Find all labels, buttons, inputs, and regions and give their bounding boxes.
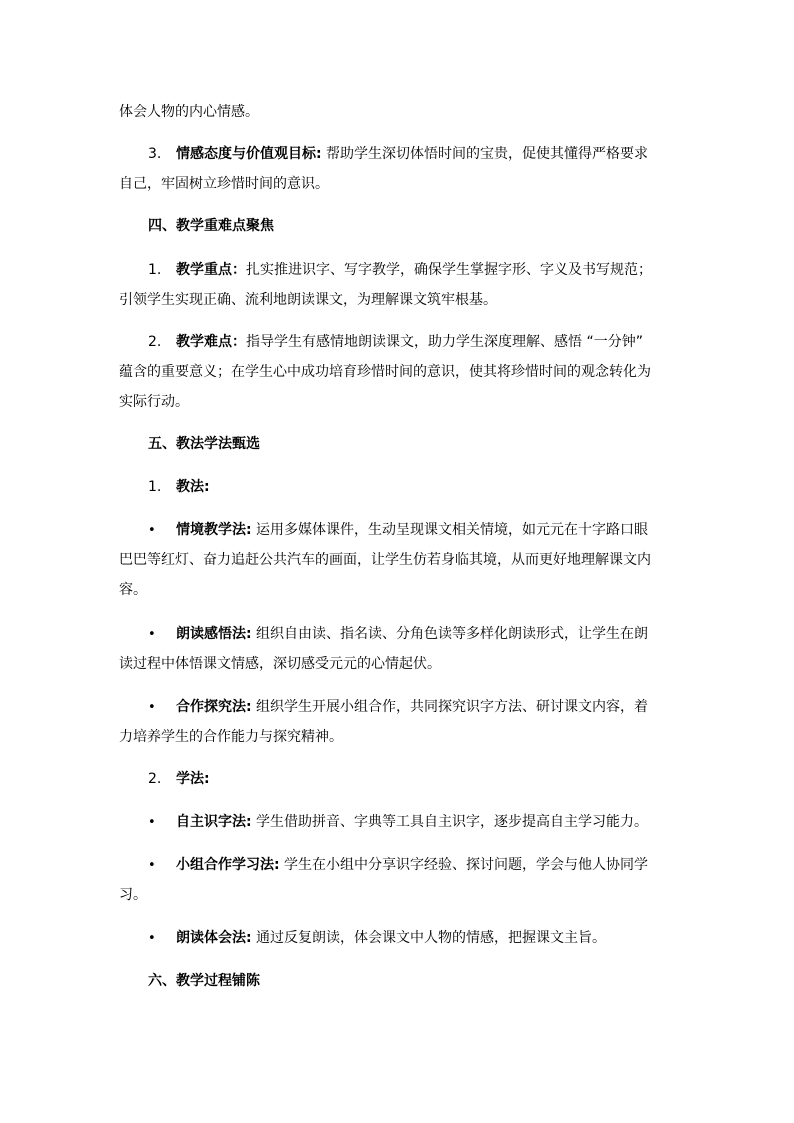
item-title: 合作探究法: [176, 699, 252, 715]
paragraph-text: 读过程中体悟课文情感，深切感受元元的心情起伏。 [119, 656, 441, 672]
item-title: 朗读感悟法: [176, 626, 252, 642]
text-line [119, 362, 651, 382]
text-line [119, 102, 259, 122]
heading-text: 五、教法学法甄选 [148, 436, 260, 452]
item-text: 指导学生有感情地朗读课文，助力学生深度理解、感悟 “一分钟” [246, 334, 643, 350]
item-title: 情感态度与价值观目标: [176, 146, 322, 162]
paragraph-text: 体会人物的内心情感。 [119, 104, 259, 120]
item-title: 学法: [176, 771, 210, 787]
heading-text: 四、教学重难点聚焦 [148, 218, 274, 234]
paragraph-text: 力培养学生的合作能力与探究精神。 [119, 729, 343, 745]
bullet-item [148, 624, 648, 644]
text-line [119, 290, 497, 310]
bullet-icon: • [148, 858, 156, 873]
bullet-item [148, 928, 606, 948]
text-line [119, 550, 651, 570]
bullet-item [148, 520, 648, 540]
item-title: 情境教学法: [176, 522, 252, 538]
paragraph-text: 巴巴等红灯、奋力追赶公共汽车的画面，让学生仿若身临其境，从而更好地理解课文内 [119, 552, 651, 568]
item-title: 教学难点： [176, 334, 246, 350]
bullet-item [148, 855, 648, 875]
list-item-2 [148, 769, 210, 789]
item-title: 教学重点： [176, 262, 246, 278]
item-text: 学生在小组中分享识字经验、探讨问题，学会与他人协同学 [279, 857, 649, 873]
bullet-icon: • [148, 931, 156, 946]
list-item-3 [148, 144, 648, 164]
paragraph-text: 引领学生实现正确、流利地朗读课文，为理解课文筑牢根基。 [119, 292, 497, 308]
item-number: 1. [148, 479, 162, 495]
item-text: 帮助学生深切体悟时间的宝贵，促使其懂得严格要求 [321, 146, 649, 162]
text-line [119, 392, 189, 412]
item-number: 1. [148, 262, 162, 278]
list-item-1 [148, 477, 210, 497]
list-item-2 [148, 332, 643, 352]
section-heading [148, 971, 260, 991]
item-text: 学生借助拼音、字典等工具自主识字，逐步提高自主学习能力。 [251, 814, 649, 830]
bullet-icon: • [148, 627, 156, 642]
paragraph-text: 习。 [119, 887, 147, 903]
list-item-1 [148, 260, 652, 280]
bullet-icon: • [148, 700, 156, 715]
section-heading [148, 216, 274, 236]
bullet-item [148, 697, 648, 717]
bullet-icon: • [148, 523, 156, 538]
item-text: 扎实推进识字、写字教学，确保学生掌握字形、字义及书写规范； [246, 262, 652, 278]
item-number: 3. [148, 146, 162, 162]
item-text: 组织学生开展小组合作，共同探究识字方法、研讨课文内容，着 [251, 699, 649, 715]
text-line [119, 174, 329, 194]
paragraph-text: 自己，牢固树立珍惜时间的意识。 [119, 176, 329, 192]
bullet-icon: • [148, 815, 156, 830]
item-text: 组织自由读、指名读、分角色读等多样化朗读形式，让学生在朗 [251, 626, 649, 642]
item-title: 朗读体会法: [176, 930, 252, 946]
item-text: 运用多媒体课件，生动呈现课文相关情境，如元元在十字路口眼 [251, 522, 649, 538]
heading-text: 六、教学过程铺陈 [148, 973, 260, 989]
item-number: 2. [148, 334, 162, 350]
item-title: 自主识字法: [176, 814, 252, 830]
text-line [119, 654, 441, 674]
text-line [119, 885, 147, 905]
text-line [119, 580, 147, 600]
item-title: 教法: [176, 479, 210, 495]
bullet-item [148, 812, 648, 832]
section-heading [148, 434, 260, 454]
text-line [119, 727, 343, 747]
paragraph-text: 容。 [119, 582, 147, 598]
item-text: 通过反复朗读，体会课文中人物的情感，把握课文主旨。 [251, 930, 607, 946]
item-number: 2. [148, 771, 162, 787]
item-title: 小组合作学习法: [176, 857, 280, 873]
paragraph-text: 实际行动。 [119, 394, 189, 410]
paragraph-text: 蕴含的重要意义；在学生心中成功培育珍惜时间的意识，使其将珍惜时间的观念转化为 [119, 364, 651, 380]
